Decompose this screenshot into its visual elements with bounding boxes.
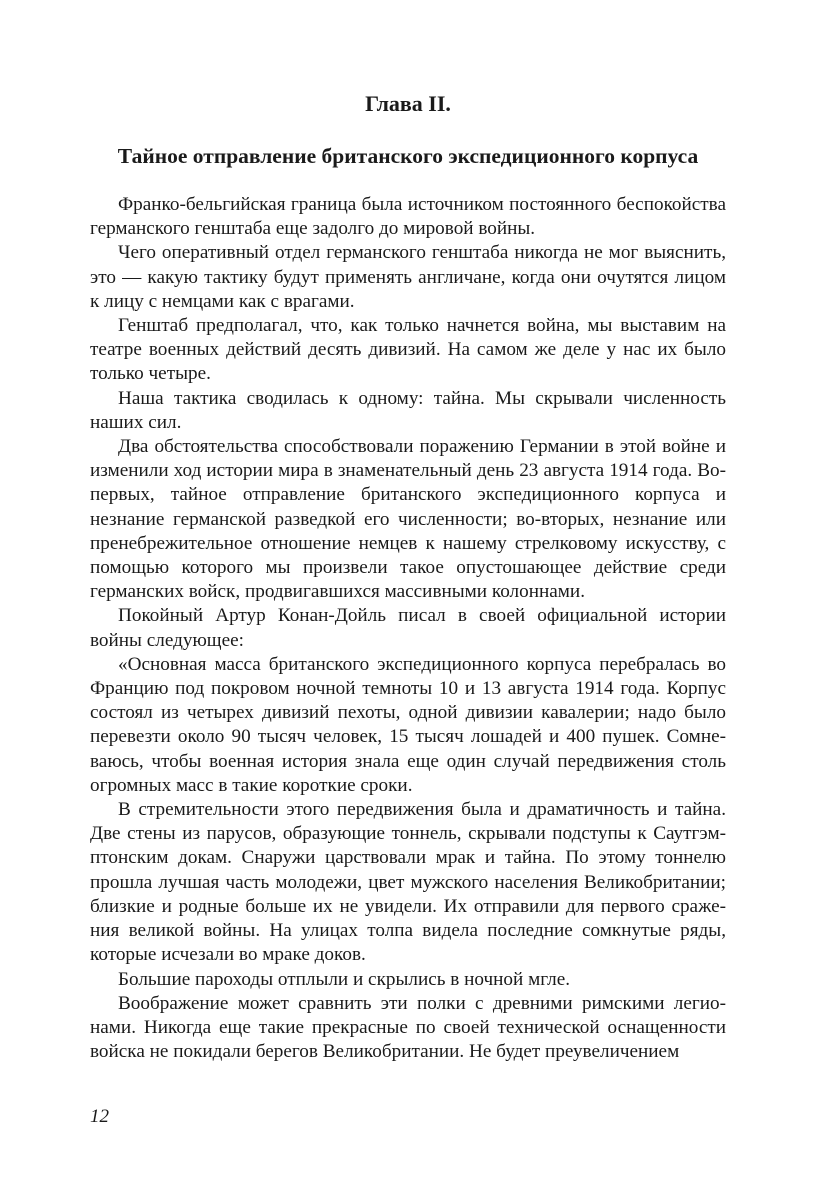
book-page <box>90 0 726 1191</box>
quote-paragraph: В стремительности этого передвижения была и драматичность и тайна. Две стены из парусов, образующие тоннель, скрывали подступы к Саутгэмптонским докам. Снаружи царствовали мрак и тайна. По этому тоннелю прошла лучшая часть молодежи, цвет мужского населения Великобритании; близкие и родные больше их не увидели. Их отправили для первого сражения великой войны. На улицах толпа видела последние сомкнутые ряды, которые исчезали во мраке доков. <box>90 799 726 966</box>
paragraph: Генштаб предполагал, что, как только начнется война, мы выставим на театре военных действий десять дивизий. На самом же деле у нас их было только четыре. <box>90 315 726 385</box>
quote-paragraph: Воображение может сравнить эти полки с древними римскими легионами. Никогда еще такие прекрасные по своей технической оснащенности войска не покидали берегов Великобритании. Не будет преувеличением <box>90 992 726 1063</box>
chapter-title: Глава II. <box>365 91 451 116</box>
quote-paragraph: «Основная масса британского экспедиционного корпуса перебралась во Францию под покровом ночной темноты 10 и 13 августа 1914 года. Корпус состоял из четырех дивизий пехоты, одной дивизии кавалерии; надо было перевезти около 90 тысяч человек, 15 тысяч лошадей и 400 пушек. Сомневаюсь, чтобы военная история знала еще один случай передвижения столь огромных масс в такие короткие сроки. <box>90 653 726 796</box>
paragraph: Чего оперативный отдел германского генштаба никогда не мог выяснить, это — какую тактику будут применять англичане, когда они очутятся лицом к лицу с немцами как с врагами. <box>90 242 726 312</box>
paragraph: Покойный Артур Конан-Дойль писал в своей официальной истории войны следующее: <box>90 605 726 651</box>
quote-paragraph: Большие пароходы отплыли и скрылись в ночной мгле. <box>118 968 571 990</box>
page-number: 12 <box>90 1106 109 1127</box>
paragraph: Наша тактика сводилась к одному: тайна. Мы скрывали численность наших сил. <box>90 387 726 433</box>
paragraph: Франко-бельгийская граница была источником постоянного беспокойства германского генштаба еще задолго до мировой войны. <box>90 194 726 240</box>
chapter-subtitle: Тайное отправление британского экспедиционного корпуса <box>117 144 699 168</box>
paragraph: Два обстоятельства способствовали поражению Германии в этой войне и изменили ход истории мира в знаменательный день 23 августа 1914 года. Во-первых, тайное отправление британского экспедиционного корпуса и незнание германской разведкой его численности; во-вторых, незнание или пренебрежительное отношение немцев к нашему стрелковому искусству, с помощью которого мы произвели такое опустошающее действие среди германских войск, продвигавшихся массивными колоннами. <box>90 436 726 603</box>
body-text <box>90 193 726 1064</box>
